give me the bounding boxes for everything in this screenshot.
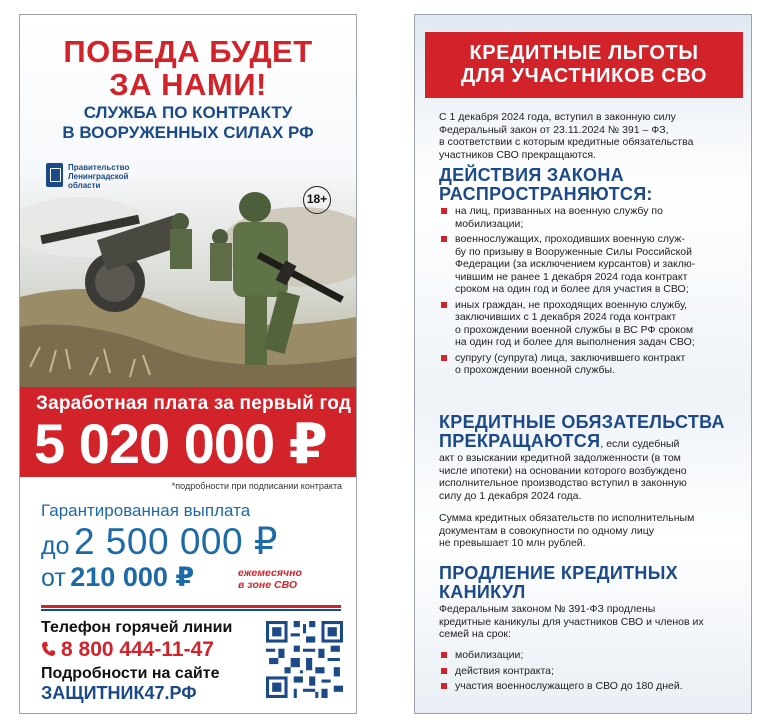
guarantee-prefix: до bbox=[41, 532, 70, 560]
guarantee-value: 2 500 000 ₽ bbox=[73, 521, 278, 562]
list-item-line: о прохождении военной службы. bbox=[455, 364, 616, 376]
section-title-line: КРЕДИТНЫЕ ОБЯЗАТЕЛЬСТВА bbox=[439, 412, 725, 432]
paragraph-line: не превышает 10 млн рублей. bbox=[439, 537, 586, 549]
intro-paragraph bbox=[439, 111, 739, 161]
credit-holidays-list bbox=[439, 649, 739, 696]
headline-line-2: ЗА НАМИ! bbox=[109, 67, 267, 102]
credit-benefits-header bbox=[425, 32, 743, 98]
paragraph-line: числе ипотеки) на основании которого возбуждено bbox=[439, 464, 687, 477]
monthly-note bbox=[238, 567, 338, 591]
list-item-line: Федерации (за исключением курсантов) и заклю- bbox=[455, 258, 696, 270]
subhead-line-2: В ВООРУЖЕННЫХ СИЛАХ РФ bbox=[62, 123, 314, 142]
subheadline bbox=[20, 103, 356, 143]
contract-footnote: *подробности при подписании контракта bbox=[171, 481, 342, 491]
paragraph-line: семей на срок: bbox=[439, 628, 511, 640]
paragraph-line: силу до 1 декабря 2024 года. bbox=[439, 489, 582, 502]
section-title-line: РАСПРОСТРАНЯЮТСЯ: bbox=[439, 184, 653, 204]
subhead-line-1: СЛУЖБА ПО КОНТРАКТУ bbox=[83, 103, 293, 122]
hotline-label: Телефон горячей линии bbox=[41, 619, 233, 636]
divider-blue bbox=[41, 609, 341, 611]
list-item-line: иных граждан, не проходящих военную службу, bbox=[455, 298, 688, 311]
hotline-number[interactable] bbox=[41, 638, 214, 662]
section-title-continuation: , если судебный bbox=[600, 438, 680, 450]
gov-text-line-3: области bbox=[68, 181, 101, 190]
guarantee-label: Гарантированная выплата bbox=[41, 501, 251, 520]
coat-of-arms-icon bbox=[46, 163, 63, 187]
bullet-icon bbox=[441, 683, 447, 689]
government-logo bbox=[46, 163, 146, 199]
section-credit-holidays-title bbox=[439, 564, 678, 602]
headline-line-1: ПОБЕДА БУДЕТ bbox=[63, 34, 313, 69]
bullet-icon bbox=[441, 652, 447, 658]
section-obligations-title bbox=[439, 413, 725, 454]
list-item bbox=[439, 233, 739, 296]
site-link[interactable]: ЗАЩИТНИК47.РФ bbox=[41, 683, 197, 703]
paragraph-line: Федеральным законом № 391-ФЗ продлены bbox=[439, 603, 656, 615]
section-title-line bbox=[439, 432, 725, 454]
section-law-applies-title bbox=[439, 166, 653, 204]
age-rating-badge: 18+ bbox=[303, 186, 331, 214]
gov-text-line-1: Правительство bbox=[68, 163, 130, 172]
qr-code-icon[interactable] bbox=[266, 621, 343, 698]
list-item-line: действия контракта; bbox=[455, 664, 554, 677]
list-item bbox=[439, 680, 739, 693]
list-item bbox=[439, 205, 739, 230]
list-item-line: супругу (супруга) лица, заключившего контракт bbox=[455, 351, 686, 364]
salary-band bbox=[20, 387, 356, 477]
monthly-value: 210 000 ₽ bbox=[70, 562, 195, 592]
section-title-line: ПРОДЛЕНИЕ КРЕДИТНЫХ bbox=[439, 563, 678, 583]
monthly-note-line-2: в зоне СВО bbox=[238, 579, 298, 591]
divider-red bbox=[41, 605, 341, 608]
law-applies-list bbox=[439, 205, 739, 380]
monthly-note-line-1: ежемесячно bbox=[238, 567, 302, 579]
section-title-word: ПРЕКРАЩАЮТСЯ bbox=[439, 431, 601, 451]
section-title-line: КАНИКУЛ bbox=[439, 582, 526, 602]
monthly-payment bbox=[41, 562, 194, 593]
bullet-icon bbox=[441, 208, 447, 214]
list-item-line: о прохождении военной службы в ВС РФ сроком bbox=[455, 323, 694, 336]
list-item-line: на лиц, призванных на военную службу по bbox=[455, 205, 663, 217]
bullet-icon bbox=[441, 355, 447, 361]
list-item-line: на один год и более для выполнения задач СВО; bbox=[455, 336, 695, 348]
header-line-2: ДЛЯ УЧАСТНИКОВ СВО bbox=[460, 65, 708, 87]
paragraph-line: Сумма кредитных обязательств по исполнительным bbox=[439, 512, 695, 524]
section-title-line: ДЕЙСТВИЯ ЗАКОНА bbox=[439, 165, 624, 185]
list-item bbox=[439, 649, 739, 662]
list-item-line: мобилизации; bbox=[455, 649, 524, 661]
credit-benefits-leaflet bbox=[414, 14, 752, 714]
government-name bbox=[68, 163, 129, 190]
monthly-prefix: от bbox=[41, 564, 66, 592]
guarantee-amount bbox=[41, 520, 278, 563]
paragraph-line: исполнительное производство вступил в законную bbox=[439, 477, 687, 489]
obligations-paragraph bbox=[439, 452, 739, 502]
bullet-icon bbox=[441, 302, 447, 308]
list-item-line: сроком на один год и более для участия в СВО; bbox=[455, 283, 689, 295]
list-item-line: военнослужащих, проходивших военную служ- bbox=[455, 233, 685, 245]
recruitment-leaflet bbox=[19, 14, 357, 714]
list-item bbox=[439, 352, 739, 377]
intro-line: Федеральный закон от 23.11.2024 № 391 – ФЗ, bbox=[439, 123, 669, 136]
bullet-icon bbox=[441, 668, 447, 674]
paragraph-line: кредитные каникулы для участников СВО и членов их bbox=[439, 615, 704, 628]
paragraph-line: акт о взыскании кредитной задолженности (в том bbox=[439, 452, 681, 464]
list-item bbox=[439, 665, 739, 678]
bullet-icon bbox=[441, 236, 447, 242]
list-item bbox=[439, 299, 739, 349]
paragraph-line: документам в совокупности по одному лицу bbox=[439, 524, 655, 537]
hotline-number-text: 8 800 444-11-47 bbox=[61, 638, 214, 661]
list-item-line: участия военнослужащего в СВО до 180 дней. bbox=[455, 680, 683, 692]
intro-line: участников СВО прекращаются. bbox=[439, 148, 596, 161]
credit-holidays-paragraph bbox=[439, 603, 739, 641]
headline bbox=[20, 35, 356, 101]
salary-caption: Заработная плата за первый год bbox=[36, 393, 352, 414]
intro-line: в соответствии с которым кредитные обязательства bbox=[439, 136, 694, 148]
list-item-line: заключивших с 1 декабря 2024 года контракт bbox=[455, 311, 677, 323]
site-label: Подробности на сайте bbox=[41, 665, 220, 682]
gov-text-line-2: Ленинградской bbox=[68, 172, 129, 181]
list-item-line: мобилизации; bbox=[455, 217, 524, 230]
salary-amount: 5 020 000 ₽ bbox=[34, 412, 327, 475]
intro-line: С 1 декабря 2024 года, вступил в законную силу bbox=[439, 111, 676, 123]
header-line-1: КРЕДИТНЫЕ ЛЬГОТЫ bbox=[469, 42, 699, 64]
list-item-line: бу по призыву в Вооруженные Силы Российской bbox=[455, 245, 693, 258]
obligations-limit-note bbox=[439, 512, 739, 550]
phone-icon bbox=[41, 641, 57, 657]
list-item-line: чившим не ранее 1 декабря 2024 года контракт bbox=[455, 270, 688, 283]
